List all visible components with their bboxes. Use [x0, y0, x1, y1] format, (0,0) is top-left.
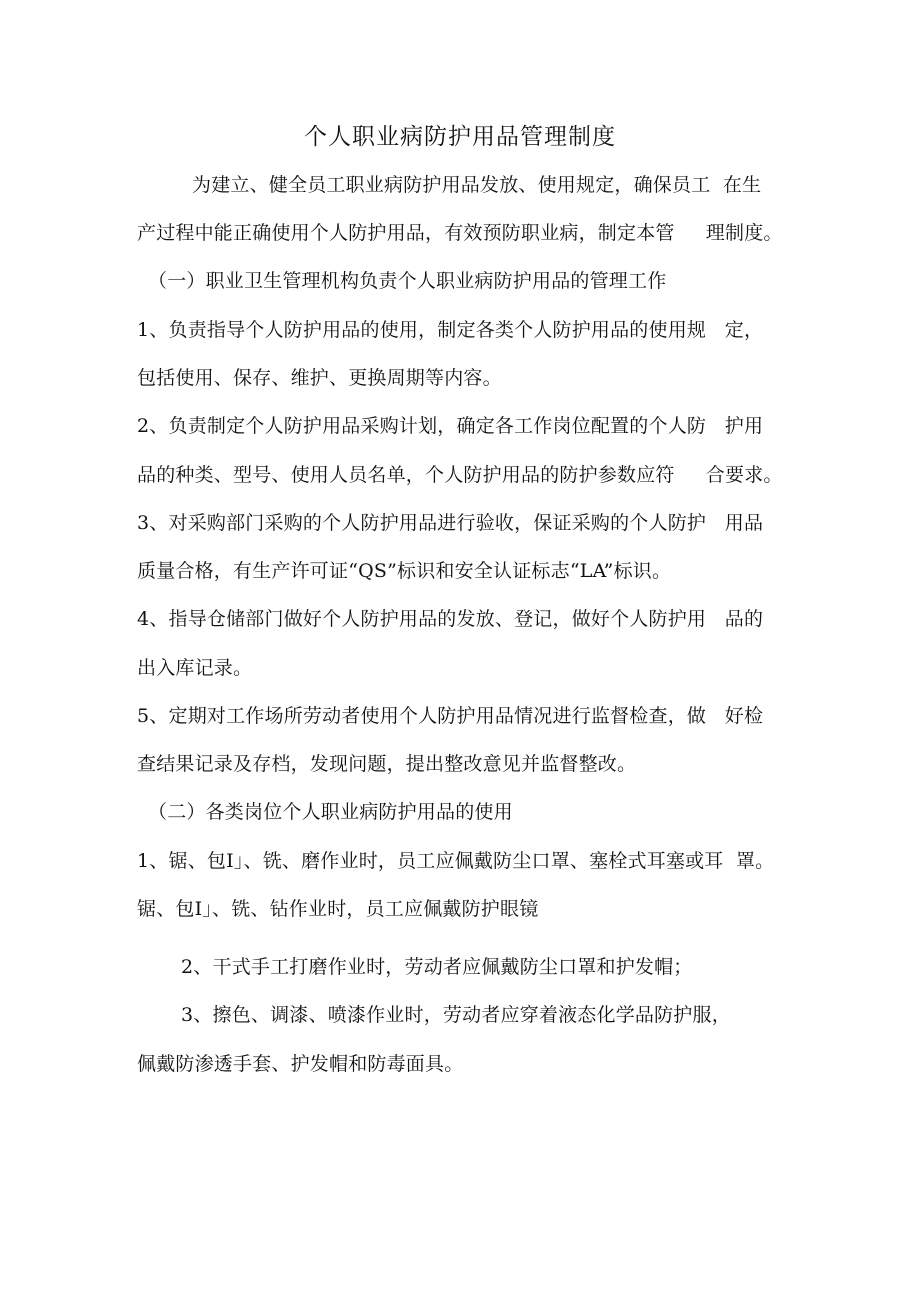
paragraph-line: 为建立、健全员工职业病防护用品发放、使用规定，确保员工 在生	[192, 174, 762, 196]
paragraph-line: 查结果记录及存档，发现问题，提出整改意见并监督整改。	[137, 753, 637, 775]
paragraph-line: 3、擦色、调漆、喷漆作业时，劳动者应穿着液态化学品防护服，	[181, 1004, 731, 1026]
paragraph-line: 品的种类、型号、使用人员名单，个人防护用品的防护参数应符 合要求。	[137, 464, 783, 486]
paragraph-line: 包括使用、保存、维护、更换周期等内容。	[137, 367, 502, 389]
paragraph-line: 1、负责指导个人防护用品的使用，制定各类个人防护用品的使用规 定，	[137, 319, 764, 341]
paragraph-line: 2、负责制定个人防护用品采购计划，确定各工作岗位配置的个人防 护用	[137, 415, 764, 437]
section-heading: （一）职业卫生管理机构负责个人职业病防护用品的管理工作	[148, 270, 667, 292]
paragraph-line: 质量合格，有生产许可证“QS”标识和安全认证标志“LA”标识。	[137, 560, 672, 582]
paragraph-line: 1、锯、包I」、铣、磨作业时，员工应佩戴防尘口罩、塞栓式耳塞或耳 罩。	[137, 850, 775, 872]
paragraph-line: 锯、包I」、铣、钻作业时，员工应佩戴防护眼镜	[137, 898, 539, 920]
section-heading: （二）各类岗位个人职业病防护用品的使用	[148, 801, 513, 823]
paragraph-line: 出入库记录。	[137, 657, 253, 679]
document-title: 个人职业病防护用品管理制度	[304, 124, 616, 150]
paragraph-line: 4、指导仓储部门做好个人防护用品的发放、登记，做好个人防护用 品的	[137, 608, 764, 630]
paragraph-line: 5、定期对工作场所劳动者使用个人防护用品情况进行监督检查，做 好检	[137, 705, 764, 727]
paragraph-line: 3、对采购部门采购的个人防护用品进行验收，保证采购的个人防护 用品	[137, 512, 764, 534]
paragraph-line: 2、干式手工打磨作业时，劳动者应佩戴防尘口罩和护发帽；	[181, 956, 693, 978]
paragraph-line: 佩戴防渗透手套、护发帽和防毒面具。	[137, 1053, 464, 1075]
paragraph-line: 产过程中能正确使用个人防护用品，有效预防职业病，制定本管 理制度。	[137, 222, 783, 244]
